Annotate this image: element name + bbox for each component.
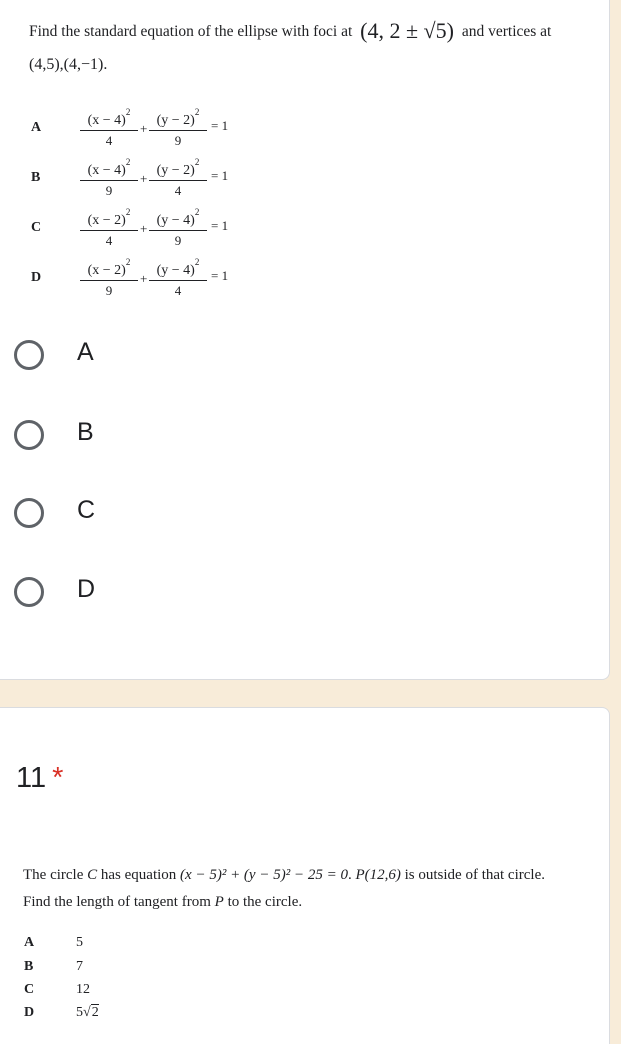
option-letter: B	[31, 170, 41, 185]
fraction-y: $(y - 4)^2$ 9	[149, 207, 207, 249]
equals-one: = 1	[211, 218, 229, 233]
radio-button[interactable]	[14, 498, 44, 528]
answer-option-c	[24, 982, 224, 1004]
point-p: P(12,6)	[355, 867, 401, 883]
question-2-prompt: The circle C has equation (x − 5)² + (y − 5)² − 25 = 0. P(12,6) is outside of that circle. Find the length of tangent from P to the circle.	[23, 867, 545, 910]
option-value: 7	[76, 959, 83, 974]
radio-option-a[interactable]	[0, 335, 300, 385]
plus-sign: +	[140, 271, 148, 286]
radio-label[interactable]: C	[77, 496, 96, 524]
question-prompt	[29, 18, 551, 44]
radio-button[interactable]	[14, 340, 44, 370]
answer-option-a	[24, 935, 224, 957]
fraction-x: $(x - 2)^2$ 4	[80, 207, 138, 249]
option-letter: B	[24, 959, 34, 974]
radio-label[interactable]: A	[77, 338, 94, 366]
equation-option-a	[0, 107, 300, 153]
equals-one: = 1	[211, 118, 229, 133]
option-letter: D	[31, 270, 42, 285]
plus-sign: +	[140, 121, 148, 136]
option-value: 5√2	[76, 1005, 99, 1020]
option-value: 5	[76, 935, 83, 950]
option-letter: C	[24, 982, 35, 997]
plus-sign: +	[140, 171, 148, 186]
prompt-text-2: and vertices at	[461, 23, 552, 40]
option-value: 12	[76, 982, 90, 997]
equation-option-c	[0, 207, 300, 253]
prompt-text: Find the standard equation of the ellipse with foci at	[29, 23, 353, 40]
foci-value: (4, 2 ± √5)	[360, 18, 454, 43]
fraction-x: $(x - 2)^2$ 9	[80, 257, 138, 299]
equation-option-b	[0, 157, 300, 203]
radio-button[interactable]	[14, 420, 44, 450]
equation-option-d	[0, 257, 300, 303]
radio-option-d[interactable]	[0, 572, 300, 622]
answer-option-d	[24, 1005, 224, 1027]
option-letter: C	[31, 220, 42, 235]
radio-button[interactable]	[14, 577, 44, 607]
circle-equation: (x − 5)² + (y − 5)² − 25 = 0	[180, 867, 348, 883]
option-letter: A	[24, 935, 35, 950]
plus-sign: +	[140, 221, 148, 236]
required-asterisk: *	[52, 762, 64, 794]
radio-option-c[interactable]	[0, 493, 300, 543]
fraction-x: $(x - 4)^2$ 9	[80, 157, 138, 199]
option-letter: D	[24, 1005, 35, 1020]
fraction-x: $(x - 4)^2$ 4	[80, 107, 138, 149]
question-number-text: 11	[16, 762, 47, 794]
equals-one: = 1	[211, 268, 229, 283]
equals-one: = 1	[211, 168, 229, 183]
radio-option-b[interactable]	[0, 415, 300, 465]
fraction-y: $(y - 2)^2$ 4	[149, 157, 207, 199]
question-number	[16, 762, 63, 795]
option-letter: A	[31, 120, 42, 135]
radio-label[interactable]: D	[77, 575, 96, 603]
fraction-y: $(y - 4)^2$ 4	[149, 257, 207, 299]
answer-option-b	[24, 959, 224, 981]
radio-label[interactable]: B	[77, 418, 94, 446]
vertices-value: (4,5),(4,−1).	[29, 56, 108, 73]
fraction-y: $(y - 2)^2$ 9	[149, 107, 207, 149]
